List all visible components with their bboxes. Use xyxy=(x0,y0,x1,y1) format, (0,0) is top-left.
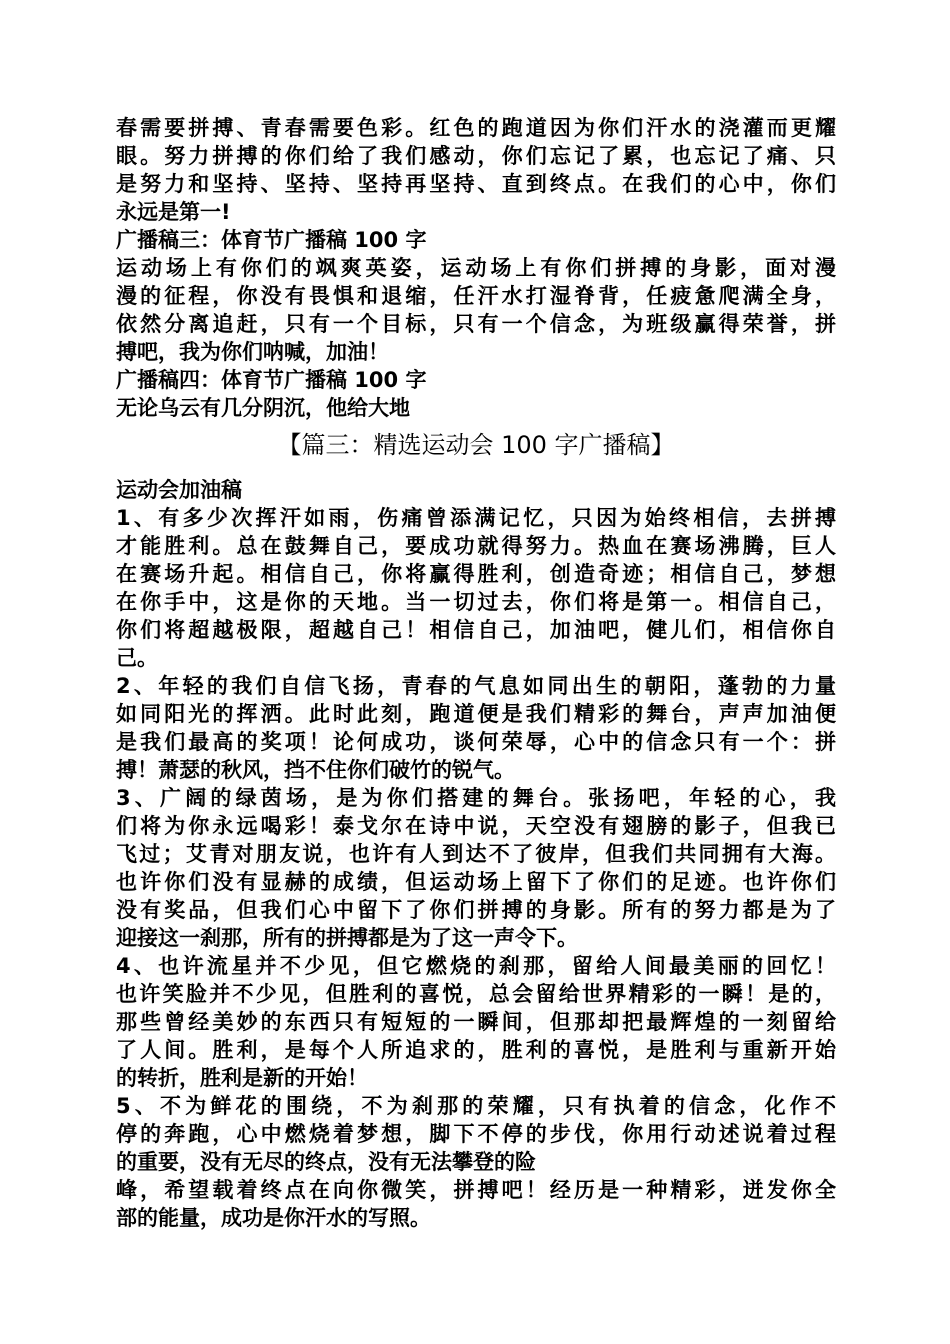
text-line: 永远是第一! xyxy=(116,200,231,224)
text-line: 峰，希望载着终点在向你微笑，拼搏吧！经历是一种精彩，迸发你全 xyxy=(116,1178,836,1202)
text-line: 广播稿四：体育节广播稿 100 字 xyxy=(116,368,427,392)
text-line: 4、也许流星并不少见，但它燃烧的刹那，留给人间最美丽的回忆！ xyxy=(116,954,836,978)
text-line: 5、不为鲜花的围绕，不为刹那的荣耀，只有执着的信念，化作不 xyxy=(116,1094,836,1118)
text-block-top xyxy=(116,114,836,422)
text-line: 那些曾经美妙的东西只有短短的一瞬间，但那却把最辉煌的一刻留给 xyxy=(116,1010,836,1034)
text-line: 在赛场升起。相信自己，你将赢得胜利，创造奇迹；相信自己，梦想 xyxy=(116,562,836,586)
text-line: 广播稿三：体育节广播稿 100 字 xyxy=(116,228,427,252)
text-line: 停的奔跑，心中燃烧着梦想，脚下不停的步伐，你用行动述说着过程 xyxy=(116,1122,836,1146)
text-line: 无论乌云有几分阴沉，他给大地 xyxy=(116,396,410,420)
text-line: 漫的征程，你没有畏惧和退缩，任汗水打湿脊背，任疲惫爬满全身， xyxy=(116,284,836,308)
text-line: 依然分离追赶，只有一个目标，只有一个信念，为班级赢得荣誉，拼 xyxy=(116,312,836,336)
text-line: 部的能量，成功是你汗水的写照。 xyxy=(116,1206,431,1230)
text-line: 们将为你永远喝彩！泰戈尔在诗中说，天空没有翅膀的影子，但我已 xyxy=(116,814,836,838)
text-line: 春需要拼搏、青春需要色彩。红色的跑道因为你们汗水的浇灌而更耀 xyxy=(116,116,836,140)
text-block-bottom xyxy=(116,476,836,1232)
text-line: 没有奖品，但我们心中留下了你们拼搏的身影。所有的努力都是为了 xyxy=(116,898,836,922)
text-line: 迎接这一刹那，所有的拼搏都是为了这一声令下。 xyxy=(116,926,578,950)
text-line: 飞过；艾青对朋友说，也许有人到达不了彼岸，但我们共同拥有大海。 xyxy=(116,842,836,866)
text-line: 搏！萧瑟的秋风，挡不住你们破竹的锐气。 xyxy=(116,758,515,782)
text-line: 如同阳光的挥洒。此时此刻，跑道便是我们精彩的舞台，声声加油便 xyxy=(116,702,836,726)
text-line: 眼。努力拼搏的你们给了我们感动，你们忘记了累，也忘记了痛、只 xyxy=(116,144,836,168)
document-page xyxy=(116,114,836,1232)
text-line: 的重要，没有无尽的终点，没有无法攀登的险 xyxy=(116,1150,536,1174)
text-line: 己。 xyxy=(116,646,158,670)
section-heading: 【篇三：精选运动会 100 字广播稿】 xyxy=(277,431,675,459)
text-line: 的转折，胜利是新的开始！ xyxy=(116,1066,368,1090)
text-line: 运动会加油稿 xyxy=(116,478,242,502)
text-line: 3、广阔的绿茵场，是为你们搭建的舞台。张扬吧，年轻的心，我 xyxy=(116,786,836,810)
text-line: 才能胜利。总在鼓舞自己，要成功就得努力。热血在赛场沸腾，巨人 xyxy=(116,534,836,558)
text-line: 是努力和坚持、坚持、坚持再坚持、直到终点。在我们的心中，你们 xyxy=(116,172,836,196)
text-line: 是我们最高的奖项！论何成功，谈何荣辱，心中的信念只有一个：拼 xyxy=(116,730,836,754)
text-line: 运动场上有你们的飒爽英姿，运动场上有你们拼搏的身影，面对漫 xyxy=(116,256,836,280)
text-line: 也许你们没有显赫的成绩，但运动场上留下了你们的足迹。也许你们 xyxy=(116,870,836,894)
text-line: 搏吧，我为你们呐喊，加油！ xyxy=(116,340,389,364)
text-line: 在你手中，这是你的天地。当一切过去，你们将是第一。相信自己， xyxy=(116,590,836,614)
text-line: 1、有多少次挥汗如雨，伤痛曾添满记忆，只因为始终相信，去拼搏 xyxy=(116,506,836,530)
text-line: 你们将超越极限，超越自己！相信自己，加油吧，健儿们，相信你自 xyxy=(116,618,836,642)
text-line: 也许笑脸并不少见，但胜利的喜悦，总会留给世界精彩的一瞬！是的， xyxy=(116,982,836,1006)
text-line: 2、年轻的我们自信飞扬，青春的气息如同出生的朝阳，蓬勃的力量 xyxy=(116,674,836,698)
text-line: 了人间。胜利，是每个人所追求的，胜利的喜悦，是胜利与重新开始 xyxy=(116,1038,836,1062)
